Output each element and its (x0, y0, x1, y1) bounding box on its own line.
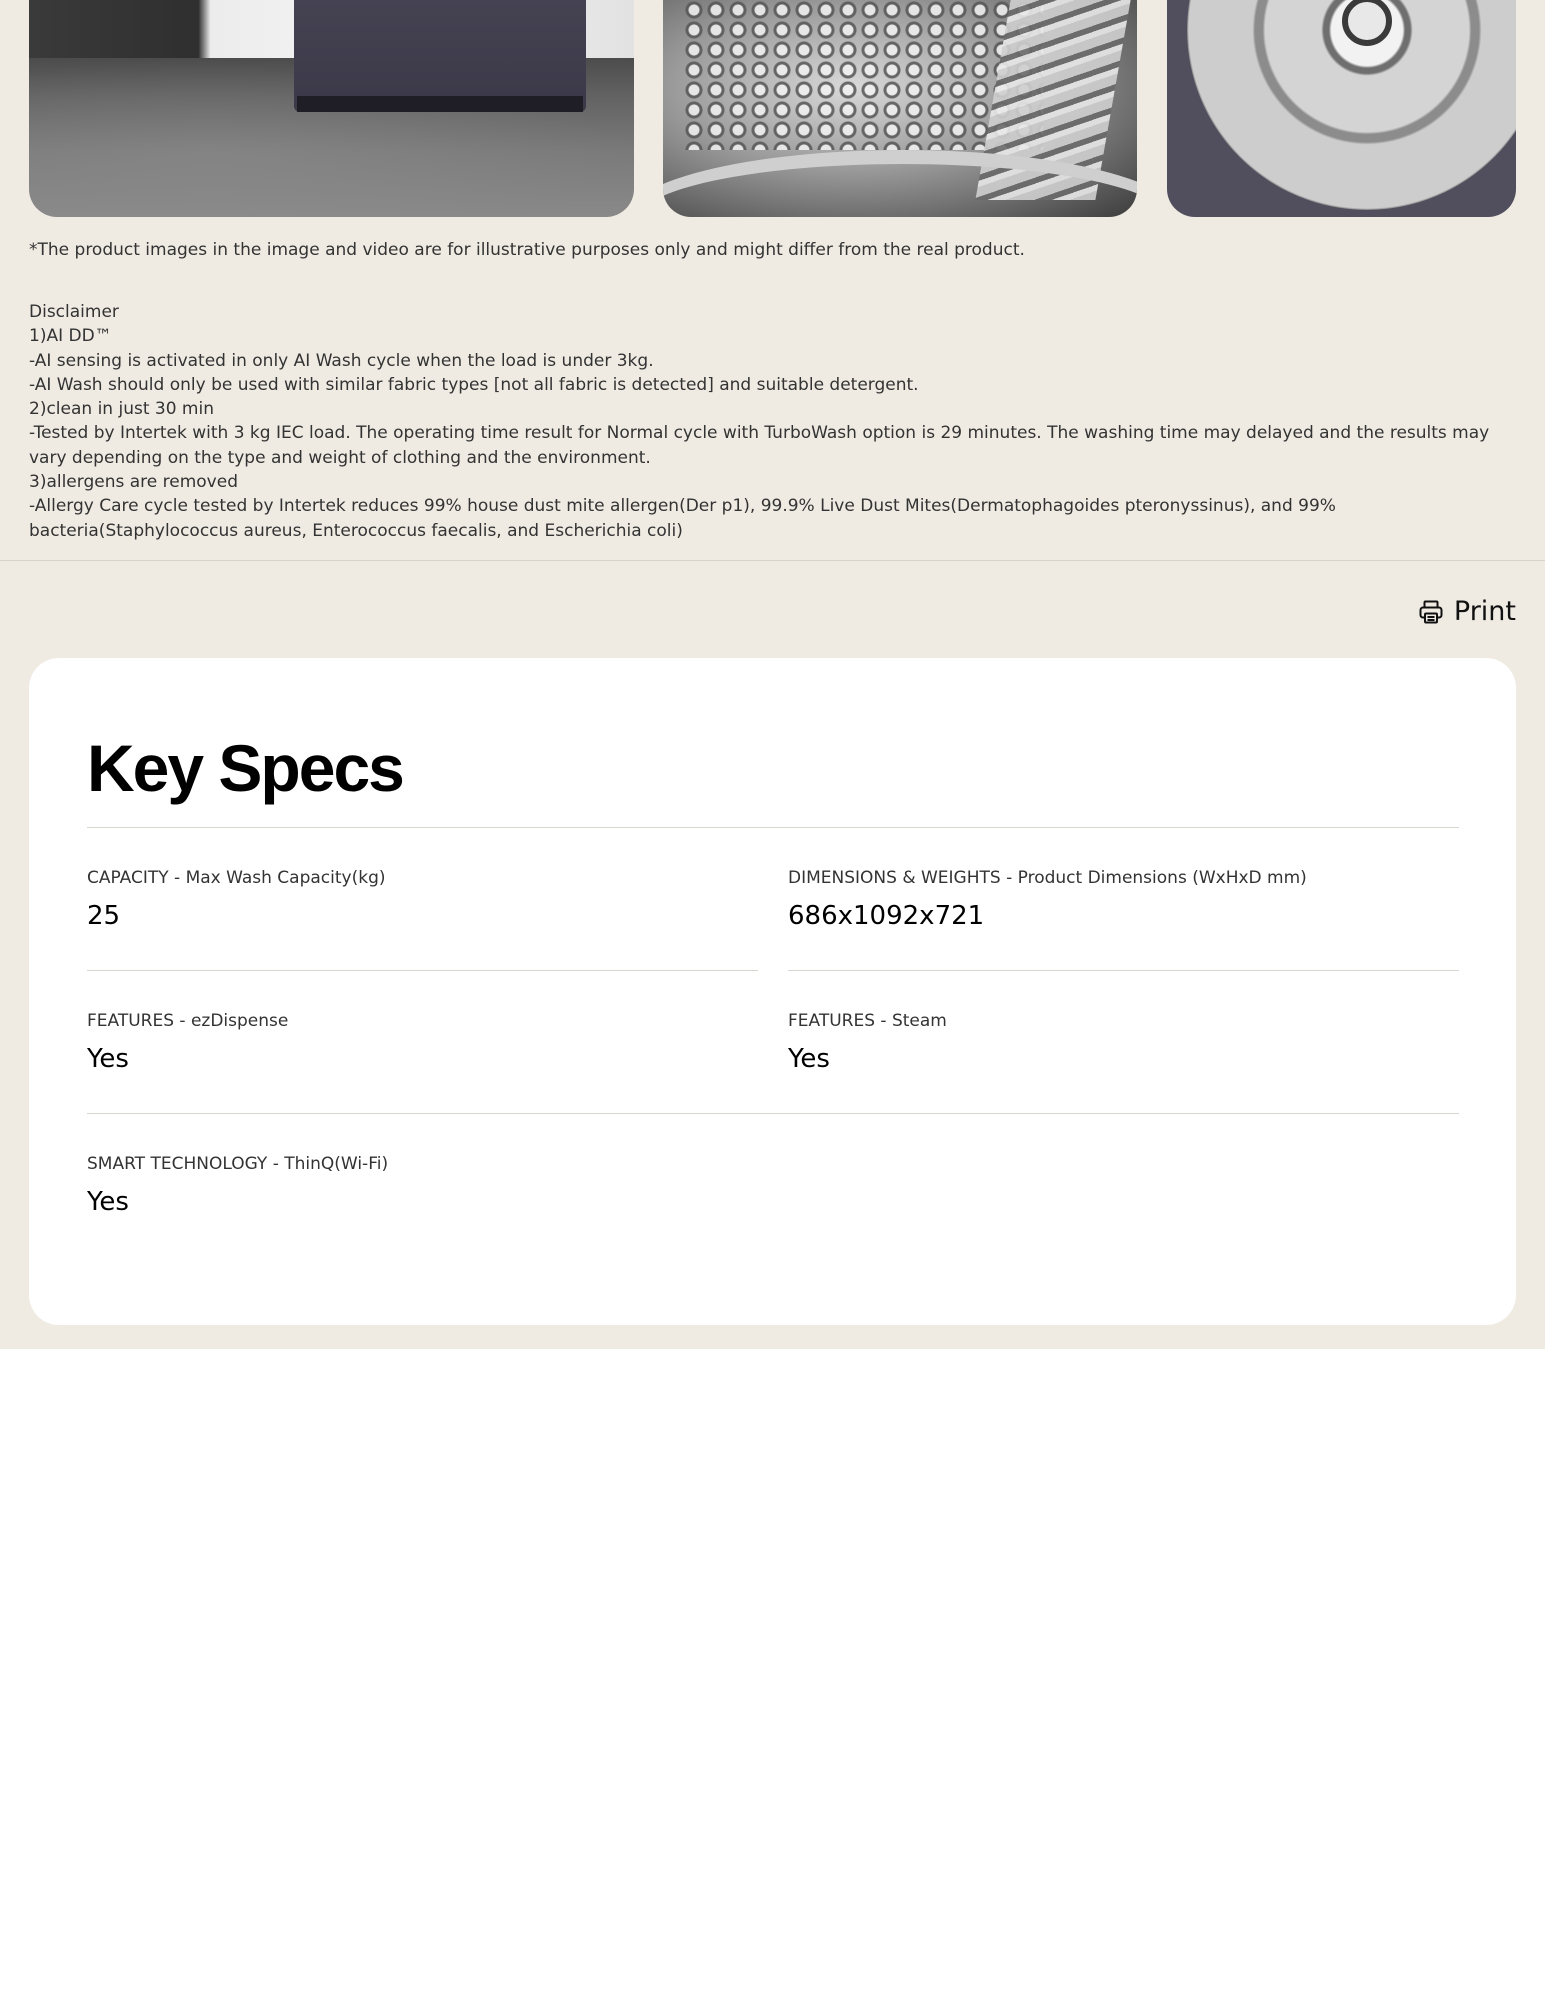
disclaimer-line: -Allergy Care cycle tested by Intertek reduces 99% house dust mite allergen(Der p1), 99.9% Live Dust Mites(Dermatophagoides pteronyssinus), and 99% bacteria(Staphylococcus aureus, Enterococcus faecalis, and Escherichia coli) (29, 496, 1336, 541)
spec-item-steam (788, 1009, 1459, 1075)
product-image-drum-top[interactable] (1167, 0, 1516, 217)
spec-label: FEATURES - ezDispense (87, 1011, 289, 1031)
product-image-drum-interior[interactable] (663, 0, 1137, 217)
disclaimer-line: 2)clean in just 30 min (29, 399, 214, 420)
disclaimer-line: 1)AI DD™ (29, 326, 112, 347)
spec-item-thinq-wifi (87, 1152, 758, 1218)
spec-value: 25 (87, 901, 121, 931)
print-label: Print (1453, 596, 1516, 627)
disclaimer-heading: Disclaimer (29, 302, 119, 322)
disclaimer-text (29, 300, 1516, 543)
spec-value: 686x1092x721 (788, 901, 985, 931)
disclaimer-line: -AI sensing is activated in only AI Wash cycle when the load is under 3kg. (29, 350, 654, 371)
spec-label: FEATURES - Steam (788, 1011, 947, 1031)
spec-item-max-wash-capacity (87, 866, 758, 932)
spec-value: Yes (788, 1044, 830, 1074)
section-divider (0, 560, 1545, 561)
key-specs-divider (87, 827, 1459, 828)
spec-label: SMART TECHNOLOGY - ThinQ(Wi-Fi) (87, 1154, 389, 1174)
spec-item-ezdispense (87, 1009, 758, 1075)
spec-row-divider (87, 1113, 1459, 1114)
print-button[interactable] (1418, 594, 1516, 630)
spec-label: DIMENSIONS & WEIGHTS - Product Dimensions (WxHxD mm) (788, 868, 1307, 888)
spec-label: CAPACITY - Max Wash Capacity(kg) (87, 868, 386, 888)
key-specs-title: Key Specs (87, 731, 403, 805)
spec-item-product-dimensions (788, 866, 1459, 932)
disclaimer-line: -AI Wash should only be used with similar fabric types [not all fabric is detected] and suitable detergent. (29, 374, 919, 395)
product-image-gallery (29, 0, 1516, 217)
spec-value: Yes (87, 1187, 129, 1217)
key-specs-card (29, 658, 1516, 1325)
spec-value: Yes (87, 1044, 129, 1074)
illustrative-note: *The product images in the image and video are for illustrative purposes only and might differ from the real product. (29, 240, 1025, 260)
disclaimer-line: -Tested by Intertek with 3 kg IEC load. The operating time result for Normal cycle with TurboWash option is 29 minutes. The washing time may delayed and the results may vary depending on the type and weight of clothing and the environment. (29, 423, 1490, 468)
spec-row-divider (87, 970, 758, 971)
image-washer-base-detail (297, 96, 583, 112)
spec-row-divider (788, 970, 1459, 971)
disclaimer-line: 3)allergens are removed (29, 472, 238, 493)
printer-icon (1418, 599, 1444, 625)
product-image-room[interactable] (29, 0, 634, 217)
